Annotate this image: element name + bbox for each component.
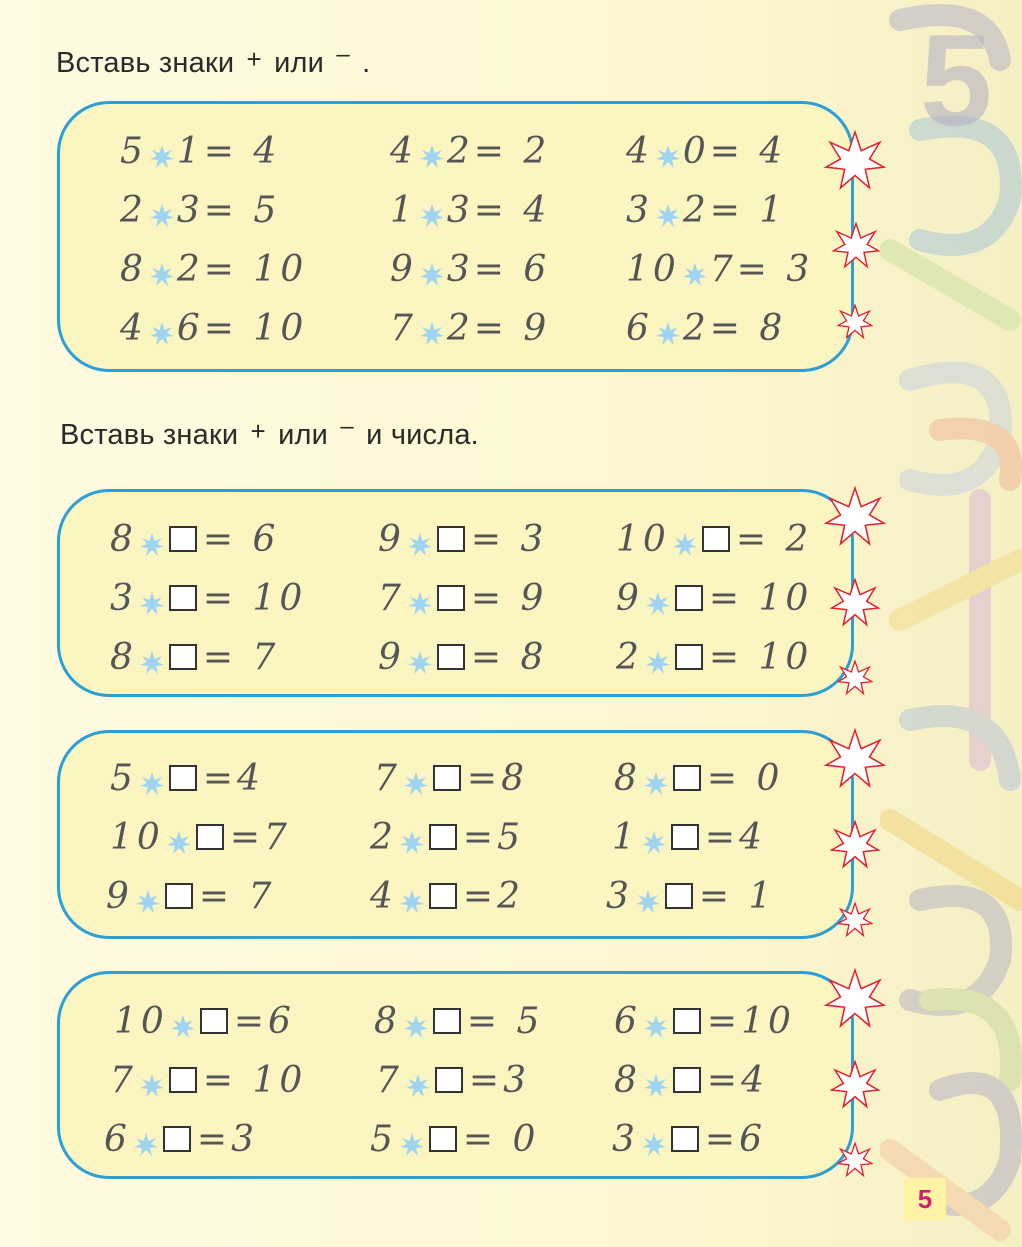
result: =3	[468, 1059, 530, 1101]
answer-box[interactable]	[169, 1067, 197, 1093]
operand: 9	[616, 577, 643, 619]
equation	[106, 871, 275, 921]
equation-row	[60, 1114, 851, 1164]
operand: 9	[378, 636, 405, 678]
result: =8	[466, 757, 528, 799]
blue-star-icon	[672, 526, 698, 552]
result: =4	[202, 757, 264, 799]
red-outline-star-icon	[830, 578, 880, 628]
equation-row	[60, 244, 851, 294]
operand: 9	[378, 518, 405, 560]
instruction-2	[60, 413, 479, 452]
result: =4	[704, 816, 766, 858]
operand: 3	[606, 875, 633, 917]
blue-star-icon	[643, 1067, 669, 1093]
red-outline-star-icon	[830, 1060, 880, 1110]
equation	[390, 126, 550, 176]
exercise-panel-4	[57, 971, 854, 1179]
operand: 8	[110, 518, 137, 560]
result: = 8	[470, 636, 548, 678]
blue-star-icon	[643, 1008, 669, 1034]
answer-box[interactable]	[433, 1008, 461, 1034]
operand: 6	[626, 307, 653, 349]
blue-star-icon	[149, 138, 175, 164]
equation-row	[60, 126, 851, 176]
blue-star-icon	[403, 1008, 429, 1034]
blue-star-icon	[419, 256, 445, 282]
blue-star-icon	[133, 1126, 159, 1152]
answer-box[interactable]	[671, 1126, 699, 1152]
blue-star-icon	[655, 138, 681, 164]
equation-row	[60, 573, 851, 623]
result: = 10	[708, 577, 813, 619]
equation	[614, 753, 783, 803]
equation	[390, 303, 550, 353]
operand: 6	[614, 1000, 641, 1042]
exercise-panel-3	[57, 730, 854, 939]
result: 2= 2	[446, 130, 551, 172]
blue-star-icon	[166, 824, 192, 850]
answer-box[interactable]	[673, 1067, 701, 1093]
blue-star-icon	[170, 1008, 196, 1034]
answer-box[interactable]	[196, 824, 224, 850]
answer-box[interactable]	[169, 765, 197, 791]
instruction-end: и числа.	[366, 419, 479, 451]
blue-star-icon	[139, 765, 165, 791]
answer-box[interactable]	[675, 644, 703, 670]
equation	[110, 1055, 306, 1105]
equation	[120, 126, 280, 176]
operand: 6	[104, 1118, 131, 1160]
red-outline-star-icon	[824, 728, 886, 790]
equation	[614, 996, 795, 1046]
answer-box[interactable]	[675, 585, 703, 611]
equation	[614, 1055, 768, 1105]
blue-star-icon	[419, 138, 445, 164]
blue-star-icon	[641, 1126, 667, 1152]
blue-star-icon	[645, 585, 671, 611]
red-outline-star-icon	[837, 902, 873, 938]
equation	[120, 185, 280, 235]
blue-star-icon	[407, 526, 433, 552]
red-outline-star-icon	[837, 660, 873, 696]
operand: 5	[370, 1118, 397, 1160]
blue-star-icon	[682, 256, 708, 282]
blue-star-icon	[149, 256, 175, 282]
blue-star-icon	[655, 315, 681, 341]
equation	[626, 244, 813, 294]
operand: 10	[114, 1000, 168, 1042]
operand: 3	[110, 577, 137, 619]
answer-box[interactable]	[165, 883, 193, 909]
equation	[626, 303, 786, 353]
exercise-panel-1	[57, 101, 854, 372]
result: = 7	[202, 636, 280, 678]
instruction-1	[56, 41, 371, 80]
result: = 0	[462, 1118, 540, 1160]
svg-text:5: 5	[920, 7, 993, 153]
equation-row	[60, 996, 851, 1046]
page-number: 5	[904, 1178, 946, 1220]
equation	[378, 632, 547, 682]
operand: 7	[378, 577, 405, 619]
equation	[370, 871, 524, 921]
operand: 3	[626, 189, 653, 231]
blue-star-icon	[405, 1067, 431, 1093]
operand: 7	[374, 757, 401, 799]
result: 3= 4	[446, 189, 551, 231]
equation	[114, 996, 295, 1046]
operand: 5	[120, 130, 147, 172]
red-outline-star-icon	[824, 486, 886, 548]
blue-star-icon	[645, 644, 671, 670]
decorative-digits-strip	[880, 0, 1022, 1247]
operand: 9	[390, 248, 417, 290]
blue-star-icon	[407, 644, 433, 670]
blue-star-icon	[139, 585, 165, 611]
result: = 10	[202, 577, 307, 619]
blue-star-icon	[407, 585, 433, 611]
result: =6	[233, 1000, 295, 1042]
result: =4	[706, 1059, 768, 1101]
result: =6	[704, 1118, 766, 1160]
operand: 2	[120, 189, 147, 231]
blue-star-icon	[135, 883, 161, 909]
equation	[376, 1055, 530, 1105]
answer-box[interactable]	[673, 765, 701, 791]
operand: 7	[376, 1059, 403, 1101]
result: = 0	[706, 757, 784, 799]
operand: 8	[614, 757, 641, 799]
result: = 3	[470, 518, 548, 560]
result: =10	[706, 1000, 795, 1042]
equation	[378, 514, 547, 564]
operand: 2	[370, 816, 397, 858]
blue-star-icon	[419, 315, 445, 341]
blue-star-icon	[399, 824, 425, 850]
result: 1= 4	[176, 130, 281, 172]
result: 2= 9	[446, 307, 551, 349]
answer-box[interactable]	[429, 883, 457, 909]
equation	[374, 996, 543, 1046]
answer-box[interactable]	[437, 585, 465, 611]
answer-box[interactable]	[437, 644, 465, 670]
blue-star-icon	[149, 197, 175, 223]
equation	[612, 1114, 766, 1164]
result: = 9	[470, 577, 548, 619]
equation	[378, 573, 547, 623]
operand: 8	[374, 1000, 401, 1042]
result: = 7	[198, 875, 276, 917]
blue-star-icon	[643, 765, 669, 791]
operand: 4	[390, 130, 417, 172]
answer-box[interactable]	[437, 526, 465, 552]
exercise-panel-2	[57, 489, 854, 697]
blue-star-icon	[139, 644, 165, 670]
operand: 4	[626, 130, 653, 172]
equation	[110, 573, 306, 623]
equation	[616, 514, 812, 564]
result: 3= 6	[446, 248, 551, 290]
operand: 8	[614, 1059, 641, 1101]
operand: 5	[110, 757, 137, 799]
equation	[110, 514, 279, 564]
equation	[626, 126, 786, 176]
result: = 5	[466, 1000, 544, 1042]
red-outline-star-icon	[824, 968, 886, 1030]
equation	[104, 1114, 258, 1164]
equation	[110, 753, 264, 803]
equation	[110, 812, 291, 862]
equation-row	[60, 185, 851, 235]
red-outline-star-icon	[830, 820, 880, 870]
operand: 4	[120, 307, 147, 349]
blue-star-icon	[419, 197, 445, 223]
plus-sign: +	[250, 416, 266, 446]
or-word: или	[278, 419, 329, 451]
blue-star-icon	[655, 197, 681, 223]
operand: 10	[616, 518, 670, 560]
equation-row	[60, 812, 851, 862]
result: =5	[462, 816, 524, 858]
blue-star-icon	[399, 1126, 425, 1152]
red-outline-star-icon	[832, 222, 880, 270]
equation	[370, 812, 524, 862]
operand: 8	[120, 248, 147, 290]
answer-box[interactable]	[671, 824, 699, 850]
blue-star-icon	[139, 1067, 165, 1093]
equation-row	[60, 514, 851, 564]
plus-sign: +	[246, 44, 262, 74]
equation	[120, 303, 307, 353]
result: 2= 10	[176, 248, 308, 290]
result: 3= 5	[176, 189, 281, 231]
operand: 10	[110, 816, 164, 858]
answer-box[interactable]	[429, 1126, 457, 1152]
operand: 1	[612, 816, 639, 858]
or-word: или	[274, 47, 325, 79]
equation	[626, 185, 786, 235]
answer-box[interactable]	[429, 824, 457, 850]
answer-box[interactable]	[163, 1126, 191, 1152]
instruction-end: .	[362, 47, 371, 79]
answer-box[interactable]	[665, 883, 693, 909]
red-outline-star-icon	[837, 304, 873, 340]
equation-row	[60, 871, 851, 921]
blue-star-icon	[641, 824, 667, 850]
operand: 10	[626, 248, 680, 290]
red-outline-star-icon	[824, 130, 886, 192]
operand: 9	[106, 875, 133, 917]
equation	[120, 244, 307, 294]
answer-box[interactable]	[169, 585, 197, 611]
equation	[616, 632, 812, 682]
equation	[612, 812, 766, 862]
operand: 3	[612, 1118, 639, 1160]
answer-box[interactable]	[435, 1067, 463, 1093]
operand: 4	[370, 875, 397, 917]
result: =2	[462, 875, 524, 917]
operand: 7	[390, 307, 417, 349]
result: 6= 10	[176, 307, 308, 349]
result: 2= 8	[682, 307, 787, 349]
equation-row	[60, 753, 851, 803]
instruction-text: Вставь знаки	[56, 47, 235, 79]
answer-box[interactable]	[702, 526, 730, 552]
minus-sign: –	[336, 41, 350, 68]
result: = 10	[708, 636, 813, 678]
operand: 7	[110, 1059, 137, 1101]
blue-star-icon	[399, 883, 425, 909]
result: = 6	[202, 518, 280, 560]
answer-box[interactable]	[200, 1008, 228, 1034]
result: 7= 3	[709, 248, 814, 290]
answer-box[interactable]	[169, 644, 197, 670]
equation-row	[60, 632, 851, 682]
answer-box[interactable]	[433, 765, 461, 791]
equation	[374, 753, 528, 803]
equation	[390, 244, 550, 294]
equation	[110, 632, 279, 682]
answer-box[interactable]	[673, 1008, 701, 1034]
instruction-text: Вставь знаки	[60, 419, 239, 451]
red-outline-star-icon	[837, 1142, 873, 1178]
operand: 8	[110, 636, 137, 678]
equation-row	[60, 303, 851, 353]
blue-star-icon	[139, 526, 165, 552]
operand: 1	[390, 189, 417, 231]
result: = 2	[735, 518, 813, 560]
blue-star-icon	[635, 883, 661, 909]
result: = 1	[698, 875, 776, 917]
equation	[390, 185, 550, 235]
operand: 2	[616, 636, 643, 678]
answer-box[interactable]	[169, 526, 197, 552]
minus-sign: –	[340, 413, 354, 440]
result: =7	[229, 816, 291, 858]
equation	[606, 871, 775, 921]
equation-row	[60, 1055, 851, 1105]
blue-star-icon	[403, 765, 429, 791]
result: =3	[196, 1118, 258, 1160]
result: 2= 1	[682, 189, 787, 231]
blue-star-icon	[149, 315, 175, 341]
result: = 10	[202, 1059, 307, 1101]
equation	[616, 573, 812, 623]
equation	[370, 1114, 539, 1164]
result: 0= 4	[682, 130, 787, 172]
